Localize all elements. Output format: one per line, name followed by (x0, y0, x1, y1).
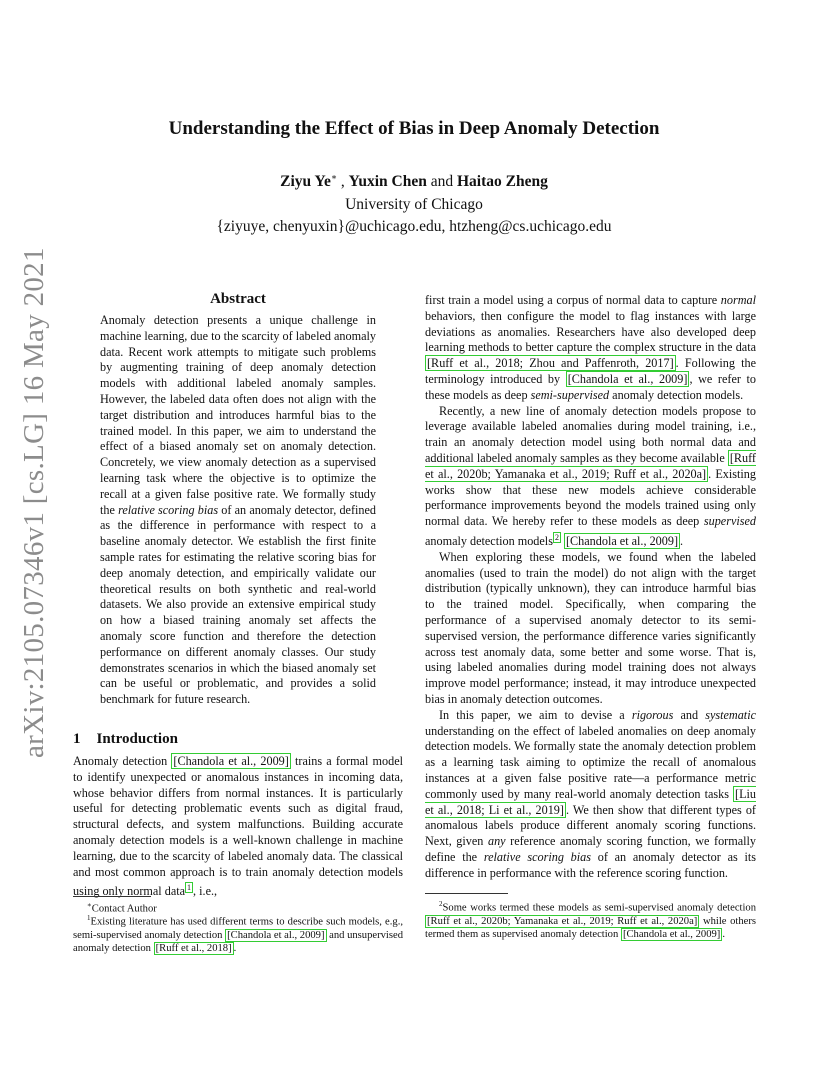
footnote-text: and unsupervised anomaly detection (73, 929, 403, 955)
body-text: reference anomaly scoring function, we formally define the (425, 834, 756, 864)
abstract-emphasis: relative scoring bias (118, 502, 219, 517)
paragraph (425, 293, 756, 404)
footnote-mark: 1 (87, 914, 91, 922)
section-number: 1 (73, 731, 81, 747)
section-title: Introduction (96, 731, 178, 747)
footnote-separator (73, 896, 151, 897)
body-text: Recently, a new line of anomaly detection models propose to leverage available labeled anomalies during model training, i.e., train an anomaly detection model using both normal data and additional labeled anomaly samples as they become available (425, 403, 756, 465)
body-text: . We then show that different types of anomalous labels produce different anomaly scoring functions. Next, given (425, 802, 756, 849)
abstract-text: Anomaly detection presents a unique challenge in machine learning, due to the scarcity of labeled anomaly data. Recent work attempts to mitigate such problems by augmenting training of deep anomaly detection models with additional labeled anomaly samples. However, the labeled data often does not align with the target distribution and introduces harmful bias to the trained model. In this paper, we aim to understand the effect of a biased anomaly set on anomaly detection. Concretely, we view anomaly detection as a supervised learning task where the objective is to optimize the recall at a given false positive rate. We formally study the (100, 313, 376, 517)
body-text: first train a model using a corpus of normal data to capture (425, 293, 721, 307)
citation-link[interactable]: [Ruff et al., 2018] (155, 943, 232, 955)
footnote-1 (73, 912, 403, 956)
author-line (0, 172, 828, 191)
emphasis: normal (720, 293, 756, 307)
paragraph (425, 708, 756, 882)
body-text: Anomaly detection (73, 754, 172, 768)
abstract-body (100, 313, 376, 708)
emphasis: any (487, 834, 506, 849)
footnote-mark: ∗ (87, 901, 92, 909)
footnote-2 (425, 898, 756, 942)
body-text: . (680, 534, 684, 549)
author-and: and (426, 173, 457, 191)
author-emails: {ziyuye, chenyuxin}@uchicago.edu, htzheng@cs.uchicago.edu (216, 218, 612, 235)
footnote-link[interactable]: 2 (554, 532, 559, 542)
body-text: , we refer to these models as deep (425, 371, 756, 402)
paragraph (425, 404, 756, 550)
footnote-text: Some works termed these models as semi-supervised anomaly detection (442, 902, 756, 914)
footnote-mark: 2 (439, 900, 443, 908)
citation-link[interactable]: [Chandola et al., 2009] (622, 929, 721, 941)
body-text: In this paper, we aim to devise a (439, 707, 632, 722)
citation-link[interactable]: [Chandola et al., 2009] (173, 754, 289, 768)
citation-link[interactable]: [Chandola et al., 2009] (567, 371, 688, 386)
author-2: Yuxin Chen (348, 173, 427, 191)
citation-link[interactable]: [Liu et al., 2018; Li et al., 2019] (425, 786, 756, 817)
paper-title: Understanding the Effect of Bias in Deep Anomaly Detection (168, 118, 660, 139)
body-text: behaviors, then configure the model to flag instances with large deviations as anomalies. Researchers have also developed deep learning methods to better capture the complex structure in the data (425, 308, 756, 355)
body-text: . Existing works show that these new models achieve considerable performance improvements beyond the models trained using only normal data. We hereby refer to these models as deep (425, 466, 756, 529)
body-text: trains a formal model to identify unexpected or anomalous instances in incoming data, whose behavior differs from normal instances. It is particularly useful for detecting problematic events such as digital fraud, structural defects, and system malfunctions. Building accurate anomaly detection models is a well-known challenge in machine learning, due to the scarcity of labeled anomaly data. The classical and most common approach is to train anomaly detection models using only normal data (73, 754, 403, 899)
emphasis: relative scoring bias (483, 849, 591, 864)
footnote-text: Existing literature has used different terms to describe such models, e.g., semi-supervised anomaly detection (73, 916, 403, 941)
citation-link[interactable]: [Ruff et al., 2018; Zhou and Paffenroth, 2017] (427, 356, 674, 371)
abstract-text: of an anomaly detector, defined as the difference in performance with respect to a baseline anomaly detector. We establish the first finite sample rates for estimating the relative scoring bias for deep anomaly detection, and empirically validate our theoretical results on both synthetic and real-world datasets. We also provide an extensive empirical study on how a biased training anomaly set affects the anomaly score function and therefore the detection performance on different anomaly classes. Our study demonstrates scenarios in which the biased anomaly set can be useful or problematic, and provides a solid benchmark for future research. (100, 502, 376, 707)
citation-link[interactable]: [Ruff et al., 2020b; Yamanaka et al., 2019; Ruff et al., 2020a] (427, 915, 698, 927)
citation-link[interactable]: [Ruff et al., 2020b; Yamanaka et al., 2019; Ruff et al., 2020a] (425, 450, 756, 481)
body-text: , i.e., (193, 884, 218, 899)
affiliation: University of Chicago (345, 196, 483, 213)
contact-author-mark: ∗ (330, 172, 337, 182)
body-text: understanding on the effect of labeled anomalies on deep anomaly detection models. We formally state the anomaly detection problem as a learning task aiming to optimize the recall of anomalous instances at a given false positive rate—a performance metric commonly used by many real-world anomaly detection tasks (425, 723, 756, 801)
emphasis: systematic (705, 707, 756, 722)
body-text: anomaly detection models (425, 534, 553, 549)
citation-link[interactable]: [Chandola et al., 2009] (227, 929, 325, 941)
footnote-text: while others termed them as supervised anomaly detection (425, 915, 756, 941)
right-column (425, 293, 756, 882)
body-text: . Following the terminology introduced by (425, 356, 756, 386)
footnote-text: . (722, 929, 725, 941)
body-text: anomaly detection models. (609, 387, 744, 402)
section-heading-introduction (73, 731, 178, 748)
abstract-heading: Abstract (210, 291, 266, 307)
emphasis: supervised (703, 514, 756, 529)
body-text: of an anomaly detector as its difference in performance with the reference scoring function. (425, 849, 756, 880)
intro-paragraph (73, 754, 403, 900)
author-1: Ziyu Ye (280, 173, 331, 191)
emphasis: rigorous (631, 707, 674, 722)
footnote-separator (425, 893, 508, 894)
author-separator: , (336, 173, 349, 191)
author-3: Haitao Zheng (456, 173, 548, 191)
footnote-link[interactable]: 1 (187, 883, 192, 893)
arxiv-stamp: arXiv:2105.07346v1 [cs.LG] 16 May 2021 (18, 247, 50, 758)
citation-link[interactable]: [Chandola et al., 2009] (565, 534, 679, 549)
emphasis: semi-supervised (530, 387, 610, 402)
paragraph: When exploring these models, we found when the labeled anomalies (used to train the model) do not align with the target distribution (typically unknown), they can introduce harmful bias to the trained model. Specifically, when comparing the performance of a supervised anomaly detector to its semi-supervised version, the performance difference varies significantly across test anomaly data, some better and some worse. That is, using labeled anomalies during model training does not always improve model performance; instead, it may introduce unexpected bias in anomaly detection outcomes. (425, 549, 756, 706)
footnote-text: Contact Author (91, 903, 157, 915)
footnote-text: . (233, 943, 237, 955)
body-text: and (673, 707, 706, 722)
